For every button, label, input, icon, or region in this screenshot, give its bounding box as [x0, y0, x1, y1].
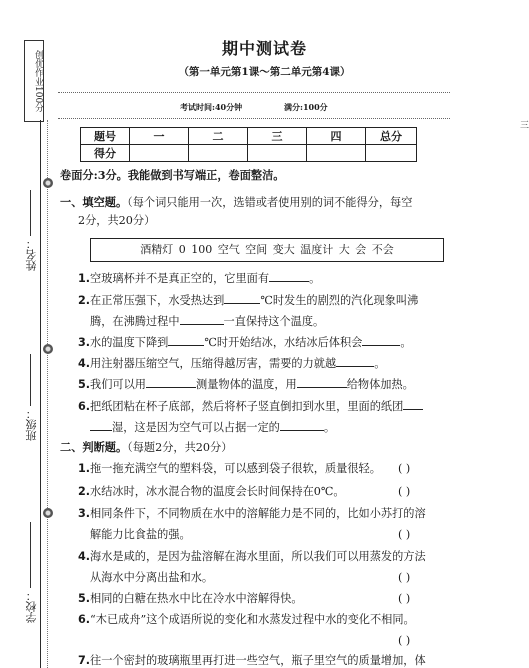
- question-text: 腾，在沸腾过程中: [90, 315, 180, 328]
- fill-question-6: [78, 398, 423, 414]
- score-table-cell: 题号: [81, 128, 130, 145]
- score-input[interactable]: [366, 145, 417, 162]
- section1-heading-line: [60, 195, 412, 210]
- answer-paren[interactable]: ( ): [398, 485, 411, 498]
- name-field[interactable]: [30, 190, 31, 236]
- answer-blank[interactable]: [269, 270, 309, 282]
- full-score: 满分:100分: [284, 102, 328, 112]
- binding-hole: [43, 178, 53, 188]
- question-number: 1.: [78, 272, 91, 285]
- score-input[interactable]: [248, 145, 307, 162]
- class-label: 班级：: [25, 408, 38, 441]
- score-table-header-row: [81, 128, 417, 145]
- judge-question-2: [78, 485, 345, 499]
- binding-hole: [43, 508, 53, 518]
- section2-heading-line: [60, 440, 232, 455]
- question-text: 用注射器压缩空气，压缩得越厉害，需要的力就越: [90, 357, 337, 370]
- question-text: 拖一拖充满空气的塑料袋，可以感到袋子很软，质量很轻。: [90, 462, 381, 475]
- question-text: 相同条件下，不同物质在水中的溶解能力是不同的，比如小苏打的溶: [90, 507, 426, 520]
- section1-instruction: （每个词只能用一次，选错或者使用别的词不能得分，每空: [127, 196, 413, 209]
- question-text: ℃时开始结冰，水结冰后体积会: [204, 336, 363, 349]
- judge-question-4: [78, 550, 426, 564]
- answer-blank[interactable]: [90, 419, 112, 431]
- score-input[interactable]: [307, 145, 366, 162]
- question-number: 1.: [78, 462, 91, 475]
- answer-blank[interactable]: [180, 313, 224, 325]
- question-number: 7.: [78, 654, 91, 667]
- section2-heading: 二、判断题。: [60, 440, 128, 454]
- answer-blank[interactable]: [280, 419, 324, 431]
- judge-question-3-cont: 解能力比食盐的强。: [90, 528, 191, 541]
- section2-instruction: （每题2分，共20分）: [127, 441, 233, 454]
- answer-blank[interactable]: [146, 376, 196, 388]
- fill-question-5: [78, 376, 414, 392]
- word-bank: 酒精灯 0 100 空气 空间 变大 温度计 大 会 不会: [90, 238, 444, 262]
- question-number: 4.: [78, 550, 91, 563]
- answer-blank[interactable]: [224, 292, 260, 304]
- question-text: 往一个密封的玻璃瓶里再打进一些空气，瓶子里空气的质量增加，体: [90, 654, 426, 667]
- question-text: 相同的白糖在热水中比在冷水中溶解得快。: [90, 592, 303, 605]
- score-table-cell: 得分: [81, 145, 130, 162]
- answer-blank[interactable]: [403, 398, 423, 410]
- header-divider: [58, 92, 450, 93]
- question-text: 在正常压强下，水受热达到: [90, 294, 225, 307]
- score-table-cell: 总分: [366, 128, 417, 145]
- binding-line: [40, 120, 41, 668]
- question-number: 2.: [78, 485, 91, 498]
- question-number: 4.: [78, 357, 91, 370]
- judge-question-3: [78, 507, 426, 521]
- header-divider: [58, 118, 450, 119]
- question-text: 我们可以用: [90, 378, 146, 391]
- question-text: 。: [309, 272, 321, 285]
- fill-question-2-cont: [90, 313, 324, 329]
- question-text: 空玻璃杯并不是真正空的，它里面有: [90, 272, 270, 285]
- score-table-cell: 二: [189, 128, 248, 145]
- binding-hole: [43, 344, 53, 354]
- binding-dotted-line: [47, 120, 48, 668]
- question-text: 水的温度下降到: [90, 336, 169, 349]
- question-text: 测量物体的温度，用: [196, 378, 297, 391]
- question-number: 6.: [78, 400, 91, 413]
- score-table: [80, 127, 417, 162]
- question-text: 水结冰时，冰水混合物的温度会长时间保持在0℃。: [90, 485, 345, 498]
- score-input[interactable]: [189, 145, 248, 162]
- score-input[interactable]: [130, 145, 189, 162]
- question-text: ℃时发生的剧烈的汽化现象叫沸: [260, 294, 419, 307]
- page-title: 期中测试卷: [221, 39, 307, 58]
- judge-question-1: [78, 462, 381, 476]
- answer-blank[interactable]: [168, 334, 204, 346]
- judge-question-5: [78, 592, 303, 606]
- answer-blank[interactable]: [336, 355, 374, 367]
- class-field[interactable]: [30, 354, 31, 406]
- question-text: 湿，这是因为空气可以占据一定的: [112, 421, 280, 434]
- question-number: 5.: [78, 378, 91, 391]
- fill-question-3: [78, 334, 412, 350]
- answer-paren[interactable]: ( ): [398, 462, 411, 475]
- question-text: “木已成舟”这个成语所说的变化和水蒸发过程中水的变化不相同。: [90, 613, 415, 626]
- answer-blank[interactable]: [297, 376, 347, 388]
- question-number: 2.: [78, 294, 91, 307]
- question-text: 海水是咸的，是因为盐溶解在海水里面，所以我们可以用蒸发的方法: [90, 550, 426, 563]
- question-number: 3.: [78, 336, 91, 349]
- judge-question-7: [78, 654, 426, 668]
- page-subtitle: （第一单元第1课～第二单元第4课）: [178, 66, 351, 78]
- question-number: 5.: [78, 592, 91, 605]
- score-table-cell: 一: [130, 128, 189, 145]
- question-text: 。: [400, 336, 412, 349]
- brand-label: 创优作业100分: [24, 40, 44, 122]
- neatness-note: 卷面分:3分。我能做到书写端正，卷面整洁。: [60, 168, 285, 182]
- fill-question-6-cont: [90, 419, 335, 435]
- answer-paren[interactable]: ( ): [398, 528, 411, 541]
- name-label: 姓名：: [25, 238, 38, 271]
- judge-question-4-cont: 从海水中分离出盐和水。: [90, 571, 214, 584]
- fill-question-4: [78, 355, 385, 371]
- question-text: 。: [323, 421, 336, 434]
- exam-time: 考试时间:40分钟: [180, 102, 243, 112]
- answer-paren[interactable]: ( ): [398, 571, 411, 584]
- question-text: 把纸团粘在杯子底部，然后将杯子竖直倒扣到水里，里面的纸团: [90, 400, 404, 413]
- answer-paren[interactable]: ( ): [398, 592, 411, 605]
- section1-instruction-2: 2分，共20分）: [78, 214, 156, 227]
- score-table-cell: 四: [307, 128, 366, 145]
- edge-mark: 三: [520, 121, 529, 131]
- question-text: 。: [374, 357, 386, 370]
- question-number: 3.: [78, 507, 91, 520]
- score-table-score-row: [81, 145, 417, 162]
- judge-question-6: [78, 613, 415, 627]
- section1-heading: 一、填空题。: [60, 195, 128, 209]
- score-table-cell: 三: [248, 128, 307, 145]
- question-text: 给物体加热。: [346, 378, 414, 391]
- school-field[interactable]: [30, 522, 31, 588]
- fill-question-1: [78, 270, 320, 286]
- answer-blank[interactable]: [362, 334, 400, 346]
- answer-paren[interactable]: ( ): [398, 634, 411, 647]
- fill-question-2: [78, 292, 418, 308]
- question-number: 6.: [78, 613, 91, 626]
- question-text: 一直保持这个温度。: [223, 315, 325, 328]
- school-label: 学校：: [25, 590, 38, 623]
